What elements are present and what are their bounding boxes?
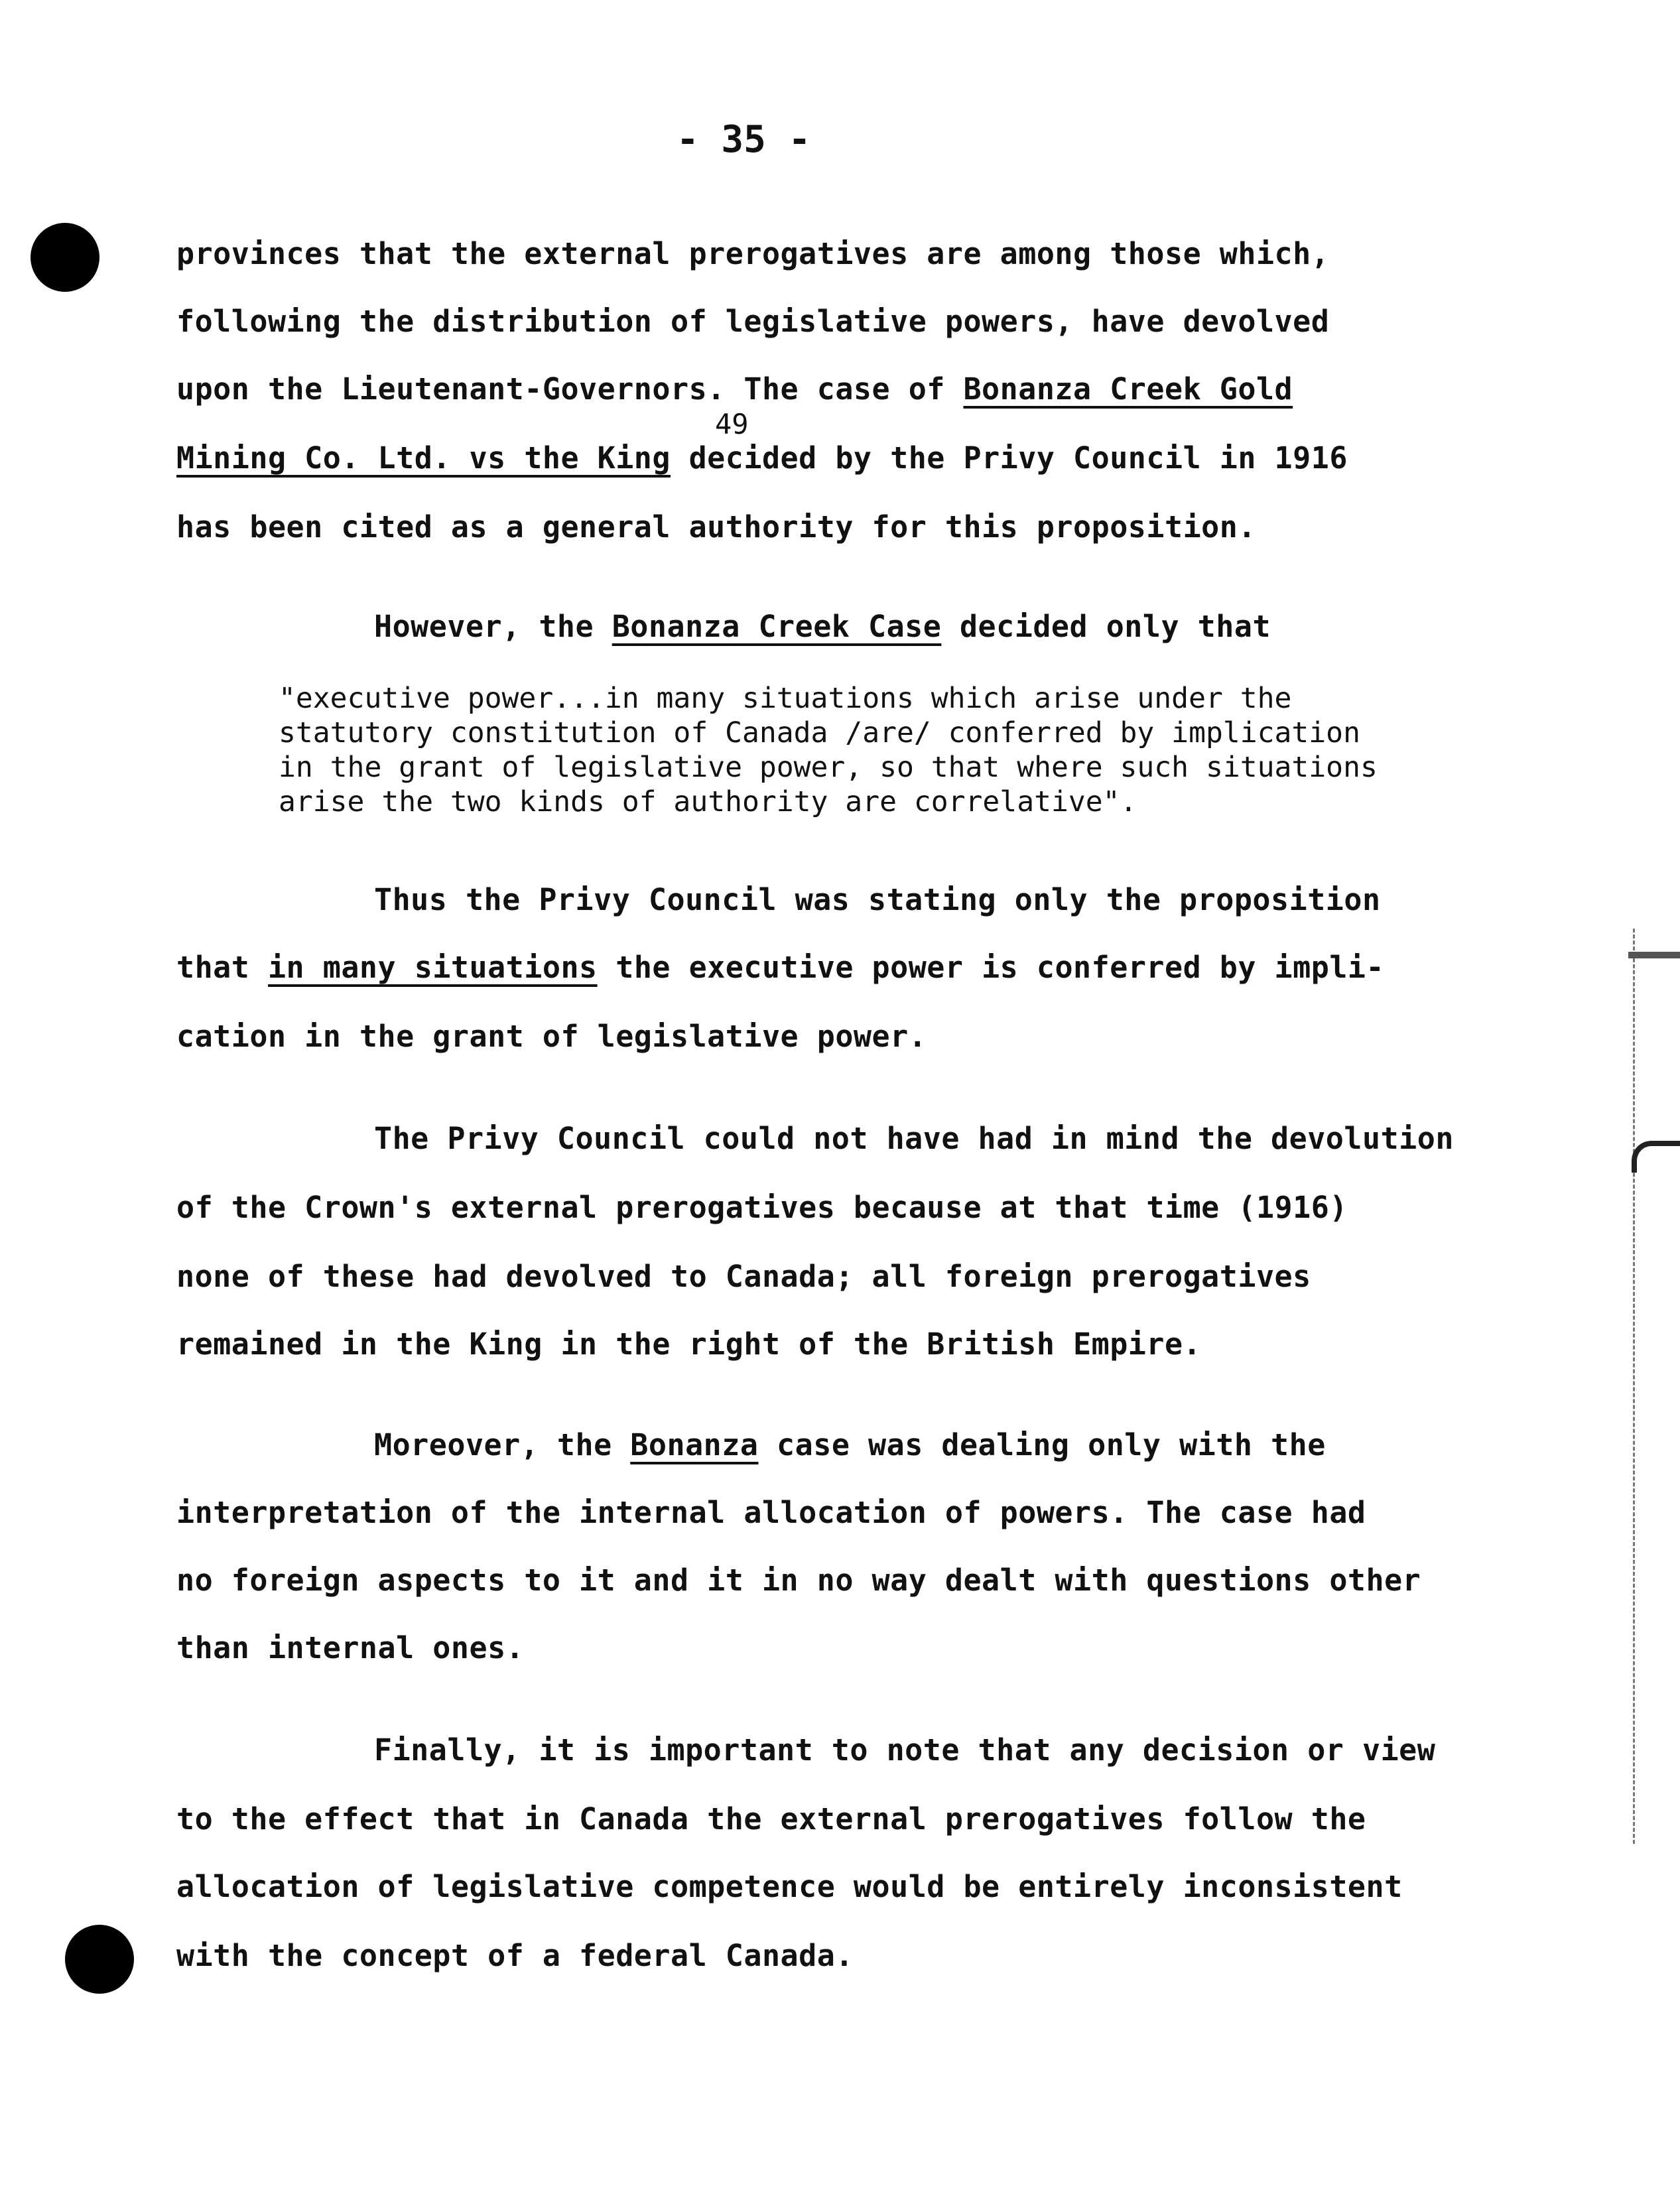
case-name-underlined: Mining Co. Ltd. vs the King: [176, 440, 671, 476]
text-line: Finally, it is important to note that any decision or view: [374, 1732, 1436, 1768]
text-line: has been cited as a general authority for this proposition.: [176, 509, 1256, 545]
text-line: [176, 371, 1293, 407]
text-segment: upon the Lieutenant-Governors. The case of: [176, 371, 964, 407]
case-name-underlined: Bonanza: [630, 1427, 759, 1462]
text-line: remained in the King in the right of the British Empire.: [176, 1326, 1202, 1362]
text-line: allocation of legislative competence would be entirely inconsistent: [176, 1869, 1403, 1904]
right-edge-scan-artifact: [1633, 929, 1638, 1844]
text-segment: decided by the Privy Council in 1916: [671, 440, 1348, 476]
text-segment: the executive power is conferred by impli-: [597, 950, 1385, 985]
case-name-underlined: Bonanza Creek Case: [612, 609, 942, 644]
footnote-marker: 49: [715, 408, 749, 440]
text-line: provinces that the external prerogatives are among those which,: [176, 236, 1330, 271]
text-segment: that: [176, 950, 268, 985]
text-line: [374, 609, 1271, 644]
text-line: following the distribution of legislative powers, have devolved: [176, 304, 1330, 339]
text-line: no foreign aspects to it and it in no way dealt with questions other: [176, 1563, 1421, 1598]
text-line: interpretation of the internal allocation of powers. The case had: [176, 1495, 1366, 1530]
quote-line: "executive power...in many situations which arise under the: [279, 682, 1292, 715]
text-line: [176, 440, 1348, 476]
emphasis-underlined: in many situations: [267, 950, 598, 985]
text-line: The Privy Council could not have had in mind the devolution: [374, 1121, 1454, 1156]
text-line: cation in the grant of legislative power.: [176, 1019, 927, 1054]
quote-line: arise the two kinds of authority are correlative".: [279, 785, 1137, 818]
text-line: Thus the Privy Council was stating only the proposition: [374, 882, 1381, 917]
text-line: of the Crown's external prerogatives because at that time (1916): [176, 1190, 1348, 1225]
quote-line: in the grant of legislative power, so that where such situations: [279, 751, 1378, 784]
text-line: [176, 950, 1384, 985]
text-line: none of these had devolved to Canada; all foreign prerogatives: [176, 1259, 1311, 1294]
text-line: than internal ones.: [176, 1630, 525, 1665]
punch-hole-top: [31, 223, 99, 292]
text-segment: However, the: [374, 609, 612, 644]
text-segment: decided only that: [941, 609, 1271, 644]
text-segment: case was dealing only with the: [758, 1427, 1326, 1462]
quote-line: statutory constitution of Canada /are/ conferred by implication: [279, 716, 1360, 749]
text-line: [374, 1427, 1326, 1462]
edge-mark-artifact-upper: [1628, 952, 1680, 958]
page-number: - 35 -: [677, 118, 811, 161]
punch-hole-bottom: [65, 1925, 134, 1994]
text-segment: Moreover, the: [374, 1427, 631, 1462]
text-line: to the effect that in Canada the external prerogatives follow the: [176, 1801, 1366, 1837]
text-line: with the concept of a federal Canada.: [176, 1938, 854, 1973]
edge-mark-artifact: [1632, 1141, 1680, 1173]
case-name-underlined: Bonanza Creek Gold: [963, 371, 1293, 407]
